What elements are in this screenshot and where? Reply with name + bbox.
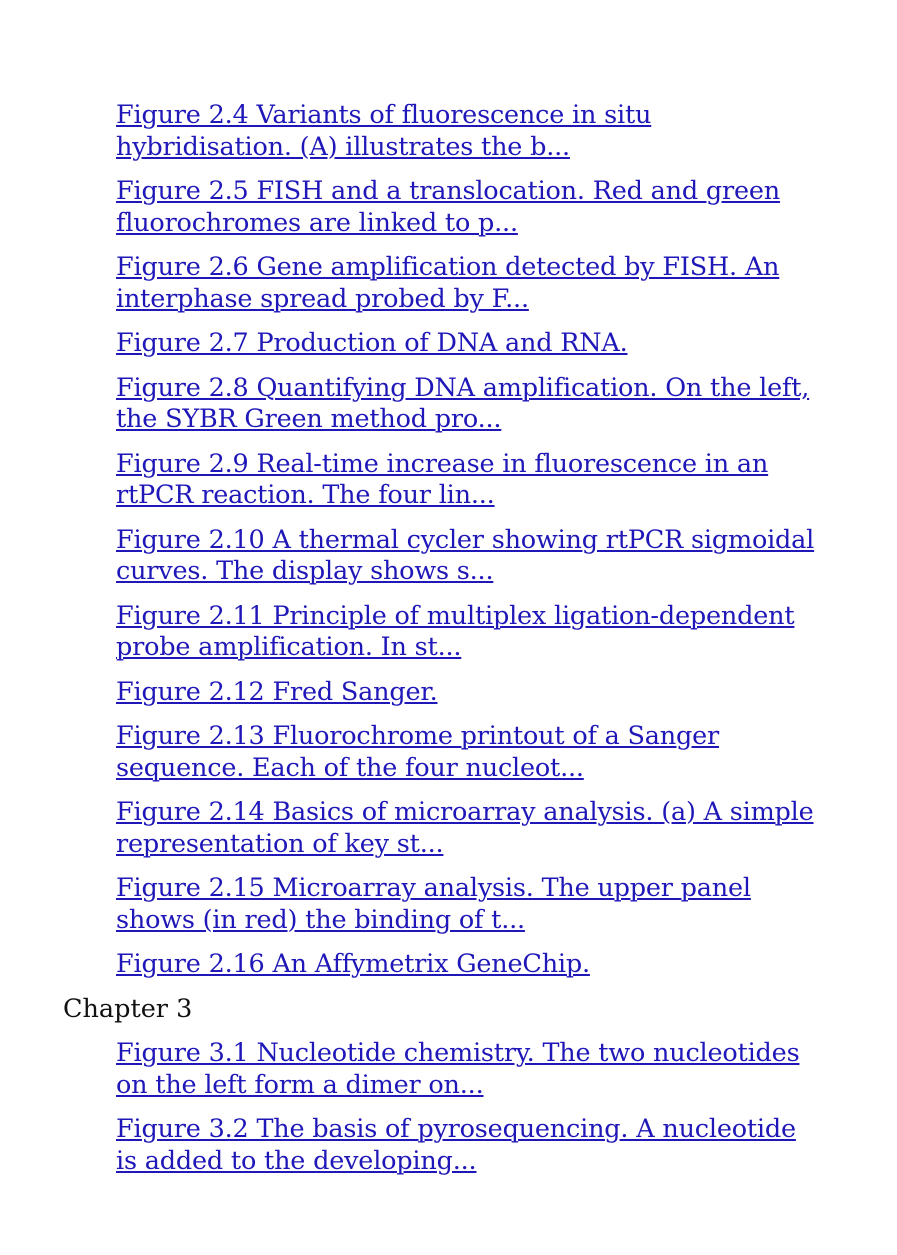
- figure-link-2-16[interactable]: Figure 2.16 An Affymetrix GeneChip.: [116, 949, 590, 979]
- figure-link-2-14[interactable]: Figure 2.14 Basics of microarray analysis. (a) A simple representation of key st...: [116, 797, 814, 859]
- figure-link-2-9[interactable]: Figure 2.9 Real-time increase in fluorescence in an rtPCR reaction. The four lin...: [116, 448, 769, 510]
- figure-link-3-1[interactable]: Figure 3.1 Nucleotide chemistry. The two nucleotides on the left form a dimer on...: [116, 1038, 800, 1100]
- figure-link-2-5[interactable]: Figure 2.5 FISH and a translocation. Red and green fluorochromes are linked to p...: [116, 176, 781, 238]
- figure-link-2-4[interactable]: Figure 2.4 Variants of fluorescence in situ hybridisation. (A) illustrates the b...: [116, 100, 652, 162]
- figure-link-2-12[interactable]: Figure 2.12 Fred Sanger.: [116, 676, 438, 707]
- chapter-3-heading: Chapter 3: [63, 993, 193, 1024]
- figure-link-2-10[interactable]: Figure 2.10 A thermal cycler showing rtPCR sigmoidal curves. The display shows s...: [116, 524, 815, 586]
- figure-link-2-6[interactable]: Figure 2.6 Gene amplification detected by FISH. An interphase spread probed by F...: [116, 252, 780, 314]
- figure-link-2-15[interactable]: Figure 2.15 Microarray analysis. The upper panel shows (in red) the binding of t...: [116, 873, 751, 935]
- figure-link-2-8[interactable]: Figure 2.8 Quantifying DNA amplification. On the left, the SYBR Green method pro...: [116, 372, 810, 434]
- figure-link-2-13[interactable]: Figure 2.13 Fluorochrome printout of a Sanger sequence. Each of the four nucleot...: [116, 721, 720, 783]
- figure-link-3-2[interactable]: Figure 3.2 The basis of pyrosequencing. A nucleotide is added to the developing...: [116, 1114, 796, 1176]
- figure-list: [0, 100, 897, 1190]
- figure-link-2-11[interactable]: Figure 2.11 Principle of multiplex ligation-dependent probe amplification. In st...: [116, 600, 795, 662]
- figure-link-2-7[interactable]: Figure 2.7 Production of DNA and RNA.: [116, 328, 628, 358]
